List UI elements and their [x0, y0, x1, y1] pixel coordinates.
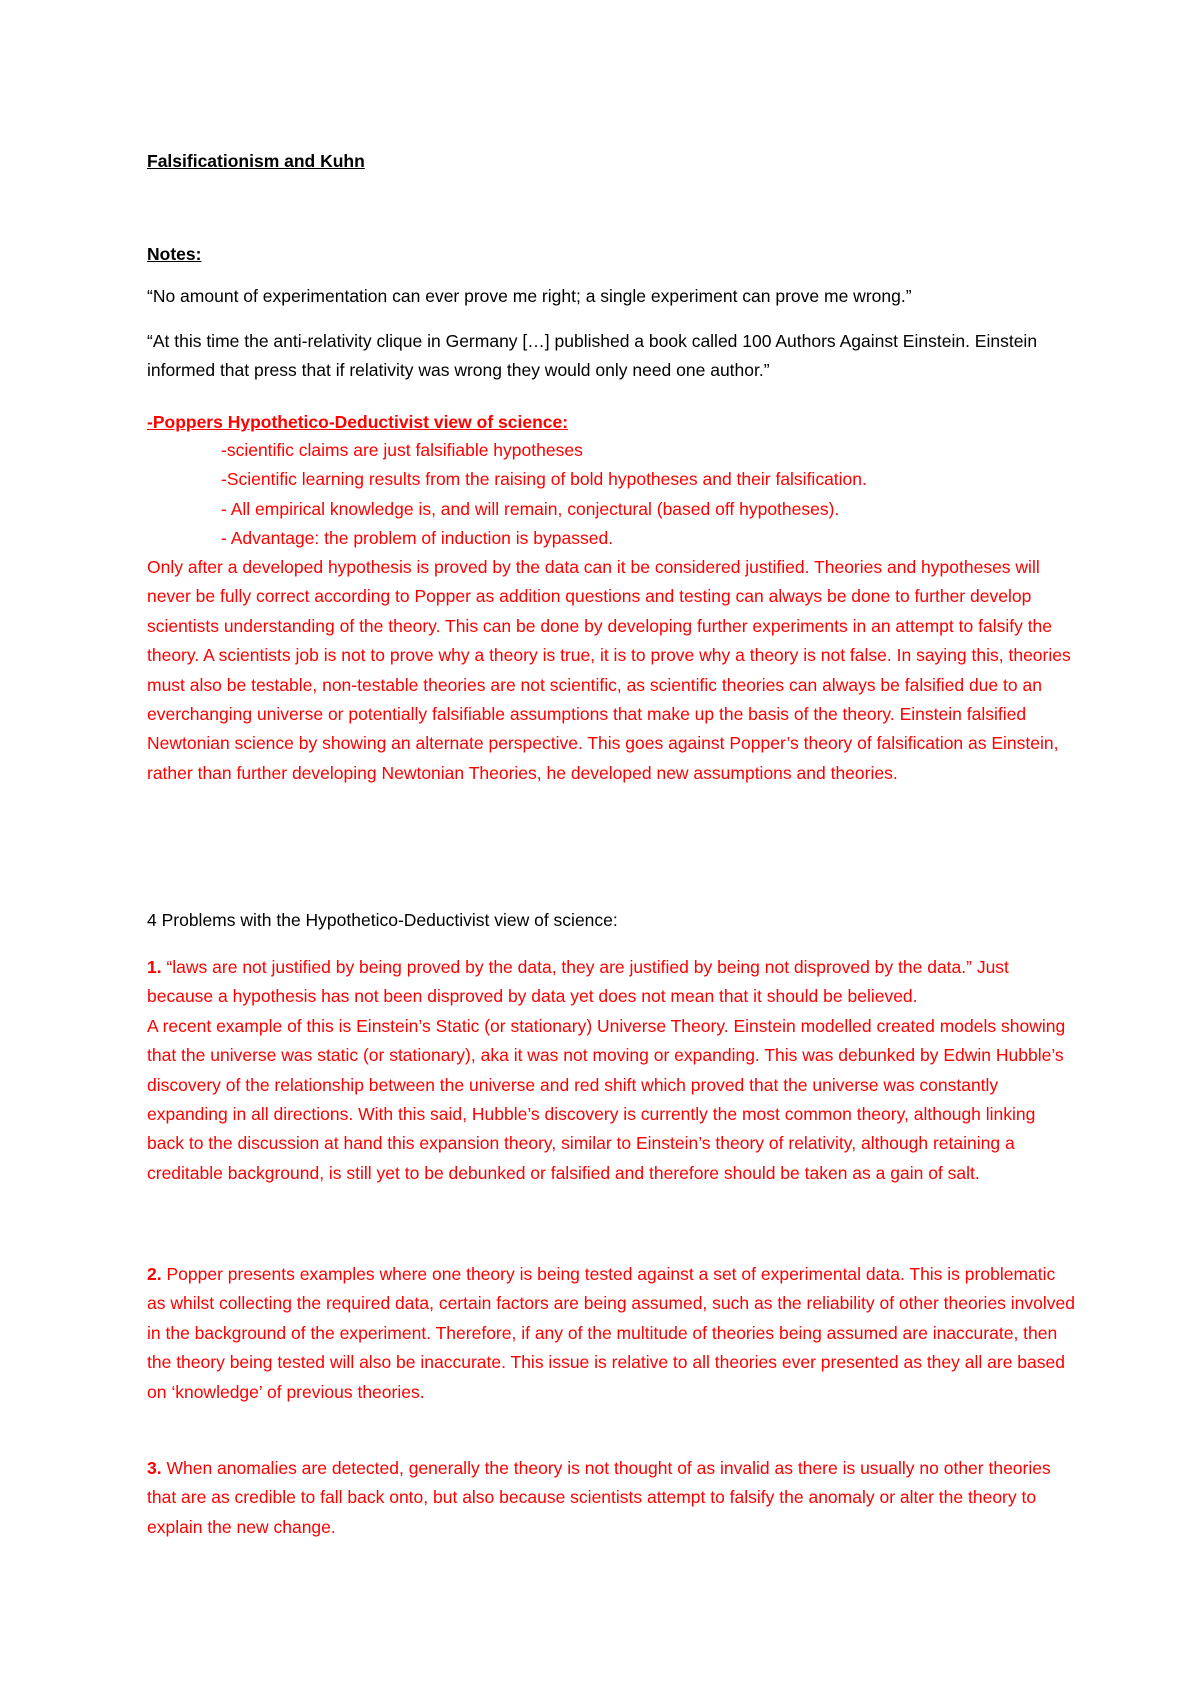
- problem-number: 2.: [147, 1264, 162, 1284]
- document-title: Falsificationism and Kuhn: [147, 151, 365, 171]
- notes-label: Notes:: [147, 244, 202, 264]
- problem-text: “laws are not justified by being proved by the data, they are justified by being not disproved by the data.” Just because a hypothesis has not been disproved by data yet does not mean that it should be believed.: [147, 957, 1009, 1007]
- problem-text: When anomalies are detected, generally the theory is not thought of as invalid as there is usually no other theories that are as credible to fall back onto, but also because scientists attempt to falsify the anomaly or alter the theory to explain the new change.: [147, 1458, 1051, 1537]
- problem-text: Popper presents examples where one theory is being tested against a set of experimental data. This is problematic as whilst collecting the required data, certain factors are being assumed, such as the reliability of other theories involved in the background of the experiment. Therefore, if any of the multitude of theories being assumed are inaccurate, then the theory being tested will also be inaccurate. This issue is relative to all theories ever presented as they all are based on ‘knowledge’ of previous theories.: [147, 1264, 1075, 1402]
- popper-bullet: -Scientific learning results from the raising of bold hypotheses and their falsification.: [221, 469, 867, 490]
- problem-1: [147, 953, 1077, 1188]
- popper-bullet-list: [221, 436, 1081, 554]
- quote-einstein: “At this time the anti-relativity clique in Germany […] published a book called 100 Authors Against Einstein. Einstein informed that press that if relativity was wrong they would only need one author.”: [147, 331, 1038, 381]
- problem-3: [147, 1454, 1077, 1542]
- problems-heading: 4 Problems with the Hypothetico-Deductivist view of science:: [147, 910, 618, 930]
- popper-heading: -Poppers Hypothetico-Deductivist view of science:: [147, 412, 569, 432]
- popper-paragraph: Only after a developed hypothesis is proved by the data can it be considered justified. Theories and hypotheses will never be fully correct according to Popper as addition questions and testing can always be done to further develop scientists understanding of the theory. This can be done by developing further experiments in an attempt to falsify the theory. A scientists job is not to prove why a theory is true, it is to prove why a theory is not false. In saying this, theories must also be testable, non-testable theories are not scientific, as scientific theories can always be falsified due to an everchanging universe or potentially falsifiable assumptions that make up the basis of the theory. Einstein falsified Newtonian science by showing an alternate perspective. This goes against Popper’s theory of falsification as Einstein, rather than further developing Newtonian Theories, he developed new assumptions and theories.: [147, 557, 1071, 783]
- problem-number: 1.: [147, 957, 162, 977]
- problem-example: A recent example of this is Einstein’s Static (or stationary) Universe Theory. Einstein modelled created models showing that the universe was static (or stationary), aka it was not moving or expanding. This was debunked by Edwin Hubble’s discovery of the relationship between the universe and red shift which proved that the universe was constantly expanding in all directions. With this said, Hubble’s discovery is currently the most common theory, although linking back to the discussion at hand this expansion theory, similar to Einstein’s theory of relativity, although retaining a creditable background, is still yet to be debunked or falsified and therefore should be taken as a gain of salt.: [147, 1015, 1066, 1183]
- problem-2: [147, 1260, 1077, 1407]
- popper-bullet: -scientific claims are just falsifiable hypotheses: [221, 440, 583, 460]
- popper-bullet: - Advantage: the problem of induction is bypassed.: [221, 528, 614, 549]
- problem-number: 3.: [147, 1458, 162, 1478]
- quote-popper: “No amount of experimentation can ever prove me right; a single experiment can prove me wrong.”: [147, 286, 912, 306]
- popper-bullet: - All empirical knowledge is, and will remain, conjectural (based off hypotheses).: [221, 498, 840, 519]
